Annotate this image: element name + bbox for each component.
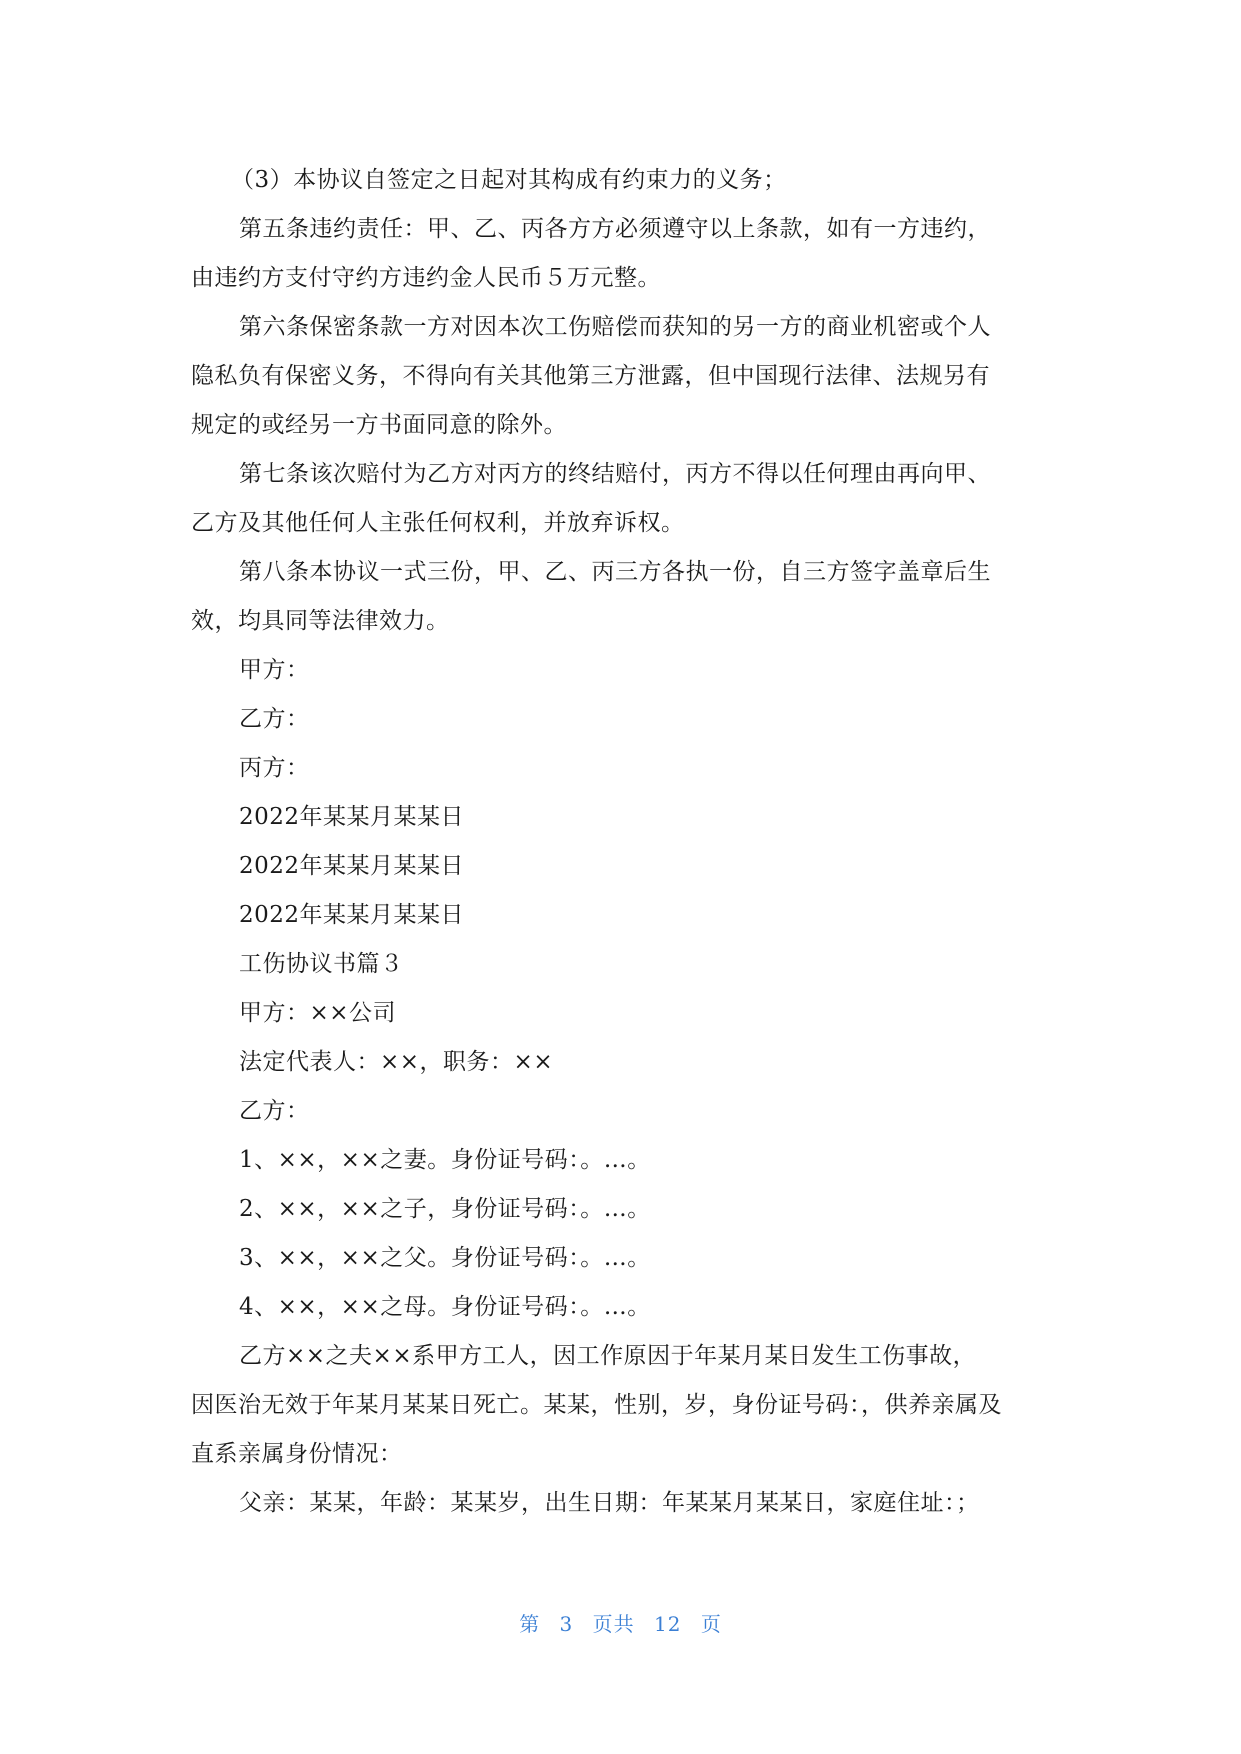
signature-party-c: 丙方： [239,755,310,781]
list-item: 4、××，××之母。身份证号码：。…。 [239,1294,651,1320]
footer-label-end: 页 [700,1612,722,1636]
paragraph-line: （3）本协议自签定之日起对其构成有约束力的义务； [231,167,787,193]
section-title: 工伤协议书篇３ [239,951,404,977]
paragraph-line: 规定的或经另一方书面同意的除外。 [191,412,567,438]
paragraph-line: 直系亲属身份情况： [191,1441,403,1467]
paragraph-line: 第六条保密条款一方对因本次工伤赔偿而获知的另一方的商业机密或个人 [239,314,991,340]
list-item: 2、××，××之子，身份证号码：。…。 [239,1196,651,1222]
paragraph-line: 父亲：某某，年龄：某某岁，出生日期：年某某月某某日，家庭住址：； [239,1490,980,1516]
paragraph-line: 第七条该次赔付为乙方对丙方的终结赔付，丙方不得以任何理由再向甲、 [239,461,991,487]
paragraph-line: 第八条本协议一式三份，甲、乙、丙三方各执一份，自三方签字盖章后生 [239,559,991,585]
footer-total-pages: 12 [654,1612,682,1636]
paragraph-line: 隐私负有保密义务，不得向有关其他第三方泄露，但中国现行法律、法规另有 [191,363,990,389]
signature-party-a: 甲方： [239,657,310,683]
signature-date: 2022年某某月某某日 [239,902,465,928]
paragraph-line: 乙方： [239,1098,310,1124]
list-item: 3、××，××之父。身份证号码：。…。 [239,1245,651,1271]
footer-label-page: 第 [519,1612,541,1636]
paragraph-line: 乙方及其他任何人主张任何权利，并放弃诉权。 [191,510,685,536]
paragraph-line: 由违约方支付守约方违约金人民币５万元整。 [191,265,661,291]
paragraph-line: 因医治无效于年某月某某日死亡。某某，性别，岁，身份证号码：，供养亲属及 [191,1392,1002,1418]
signature-date: 2022年某某月某某日 [239,804,465,830]
signature-party-b: 乙方： [239,706,310,732]
paragraph-line: 法定代表人：××，职务：×× [239,1049,554,1075]
list-item: 1、××，××之妻。身份证号码：。…。 [239,1147,651,1173]
footer-label-of: 页共 [592,1612,635,1636]
paragraph-line: 乙方××之夫××系甲方工人，因工作原因于年某月某日发生工伤事故， [239,1343,977,1369]
paragraph-line: 第五条违约责任：甲、乙、丙各方方必须遵守以上条款，如有一方违约， [239,216,991,242]
paragraph-line: 甲方：××公司 [239,1000,397,1026]
document-body [191,156,1061,1528]
signature-date: 2022年某某月某某日 [239,853,465,879]
footer-current-page: 3 [559,1612,574,1636]
paragraph-line: 效，均具同等法律效力。 [191,608,450,634]
page-footer [0,1608,1241,1637]
